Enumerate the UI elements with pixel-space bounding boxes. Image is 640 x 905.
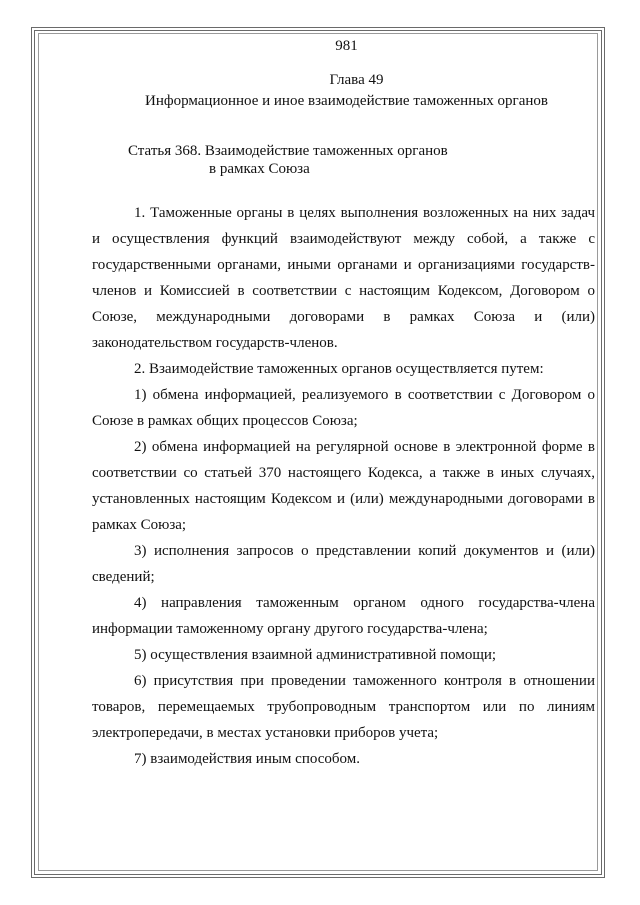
chapter-title: Информационное и иное взаимодействие таможенных органов — [145, 93, 548, 109]
document-page — [92, 36, 595, 772]
list-item-5: 5) осуществления взаимной административной помощи; — [134, 647, 497, 663]
paragraph-1: 1. Таможенные органы в целях выполнения возложенных на них задач и осуществления функций взаимодействуют между собой, а также с государственными органами, иными органами и организациями государств-членов и Комиссией в соответствии с настоящим Кодексом, Договором о Союзе, международными договорами в рамках Союза и (или) законодательством государств-членов. — [92, 205, 595, 351]
chapter-label: Глава 49 — [329, 72, 384, 88]
article-title-line1: Статья 368. Взаимодействие таможенных органов — [128, 143, 448, 159]
list-item-6: 6) присутствия при проведении таможенного контроля в отношении товаров, перемещаемых трубопроводным транспортом или по линиям электропередачи, в местах установки приборов учета; — [92, 673, 595, 741]
list-item-4: 4) направления таможенным органом одного государства-члена информации таможенному органу другого государства-члена; — [92, 595, 595, 637]
article-heading — [128, 142, 595, 178]
list-item-7: 7) взаимодействия иным способом. — [134, 751, 360, 767]
article-body — [92, 200, 595, 772]
article-title-line2: в рамках Союза — [209, 161, 310, 177]
list-item-2: 2) обмена информацией на регулярной основе в электронной форме в соответствии со статьей 370 настоящего Кодекса, а также в иных случаях, установленных настоящим Кодексом и (или) международными договорами в рамках Союза; — [92, 439, 595, 533]
paragraph-2: 2. Взаимодействие таможенных органов осуществляется путем: — [134, 361, 544, 377]
list-item-1: 1) обмена информацией, реализуемого в соответствии с Договором о Союзе в рамках общих процессов Союза; — [92, 387, 595, 429]
list-item-3: 3) исполнения запросов о представлении копий документов и (или) сведений; — [92, 543, 595, 585]
page-number: 981 — [335, 38, 358, 54]
